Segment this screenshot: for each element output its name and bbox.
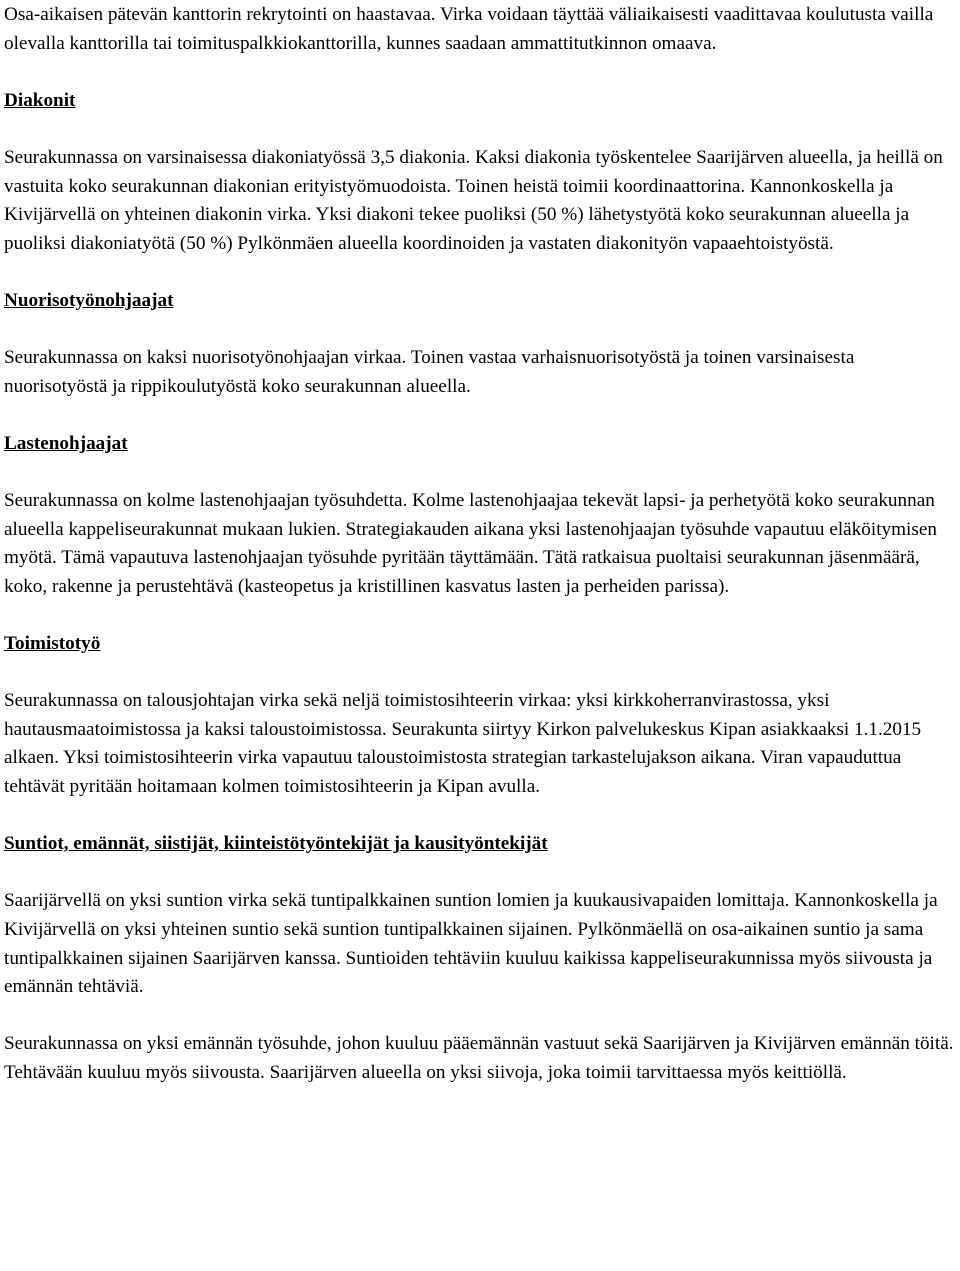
intro-paragraph: Osa-aikaisen pätevän kanttorin rekrytointi on haastavaa. Virka voidaan täyttää väliaikaisesti vaadittavaa koulutusta vailla olevalla kanttorilla tai toimituspalkkiokanttorilla, kunnes saadaan ammattitutkinnon omaava. (4, 4, 934, 54)
paragraph-toimistotyo: Seurakunnassa on talousjohtajan virka sekä neljä toimistosihteerin virkaa: yksi kirkkoherranvirastossa, yksi hautausmaatoimistossa ja kaksi taloustoimistossa. Seurakunta siirtyy Kirkon palvelukeskus Kipan asiakkaaksi 1.1.2015 alkaen. Yksi toimistosihteerin virka vapautuu taloustoimistosta strategian tarkastelujakson aikana. Viran vapauduttua tehtävät pyritään hoitamaan kolmen toimistosihteerin ja Kipan avulla. (4, 690, 922, 798)
paragraph-nuorisotyonohjaajat: Seurakunnassa on kaksi nuorisotyönohjaajan virkaa. Toinen vastaa varhaisnuorisotyöstä ja toinen varsinaisesta nuorisotyöstä ja rippikoulutyöstä koko seurakunnan alueella. (4, 347, 855, 397)
heading-diakonit: Diakonit (4, 89, 76, 111)
heading-nuorisotyonohjaajat: Nuorisotyönohjaajat (4, 289, 174, 311)
document-page (4, 0, 956, 1088)
paragraph-diakonit: Seurakunnassa on varsinaisessa diakoniatyössä 3,5 diakonia. Kaksi diakonia työskentelee Saarijärven alueella, ja heillä on vastuita koko seurakunnan diakonian erityistyömuodoista. Toinen heistä toimii koordinaattorina. Kannonkoskella ja Kivijärvellä on yhteinen diakonin virka. Yksi diakoni tekee puoliksi (50 %) lähetystyötä koko seurakunnan alueella ja puoliksi diakoniatyötä (50 %) Pylkönmäen alueella koordinoiden ja vastaten diakonityön vapaaehtoistyöstä. (4, 146, 943, 254)
paragraph-suntiot: Saarijärvellä on yksi suntion virka sekä tuntipalkkainen suntion lomien ja kuukausivapaiden lomittaja. Kannonkoskella ja Kivijärvellä on yksi yhteinen suntio sekä suntion tuntipalkkainen sijainen. Pylkönmäellä on osa-aikainen suntio ja sama tuntipalkkainen sijainen Saarijärven kanssa. Suntioiden tehtäviin kuuluu kaikissa kappeliseurakunnissa myös siivousta ja emännän tehtäviä. (4, 890, 938, 998)
paragraph-lastenohjaajat: Seurakunnassa on kolme lastenohjaajan työsuhdetta. Kolme lastenohjaajaa tekevät lapsi- ja perhetyötä koko seurakunnan alueella kappeliseurakunnat mukaan lukien. Strategiakauden aikana yksi lastenohjaajan työsuhde vapautuu eläköitymisen myötä. Tämä vapautuva lastenohjaajan työsuhde pyritään täyttämään. Tätä ratkaisua puoltaisi seurakunnan jäsenmäärä, koko, rakenne ja perustehtävä (kasteopetus ja kristillinen kasvatus lasten ja perheiden parissa). (4, 490, 937, 597)
heading-toimistotyo: Toimistotyö (4, 633, 101, 655)
heading-lastenohjaajat: Lastenohjaajat (4, 432, 128, 454)
heading-suntiot: Suntiot, emännät, siistijät, kiinteistötyöntekijät ja kausityöntekijät (4, 833, 548, 855)
paragraph-emannat: Seurakunnassa on yksi emännän työsuhde, johon kuuluu pääemännän vastuut sekä Saarijärven ja Kivijärven emännän töitä. Tehtävään kuuluu myös siivousta. Saarijärven alueella on yksi siivoja, joka toimii tarvittaessa myös keittiöllä. (4, 1033, 954, 1083)
